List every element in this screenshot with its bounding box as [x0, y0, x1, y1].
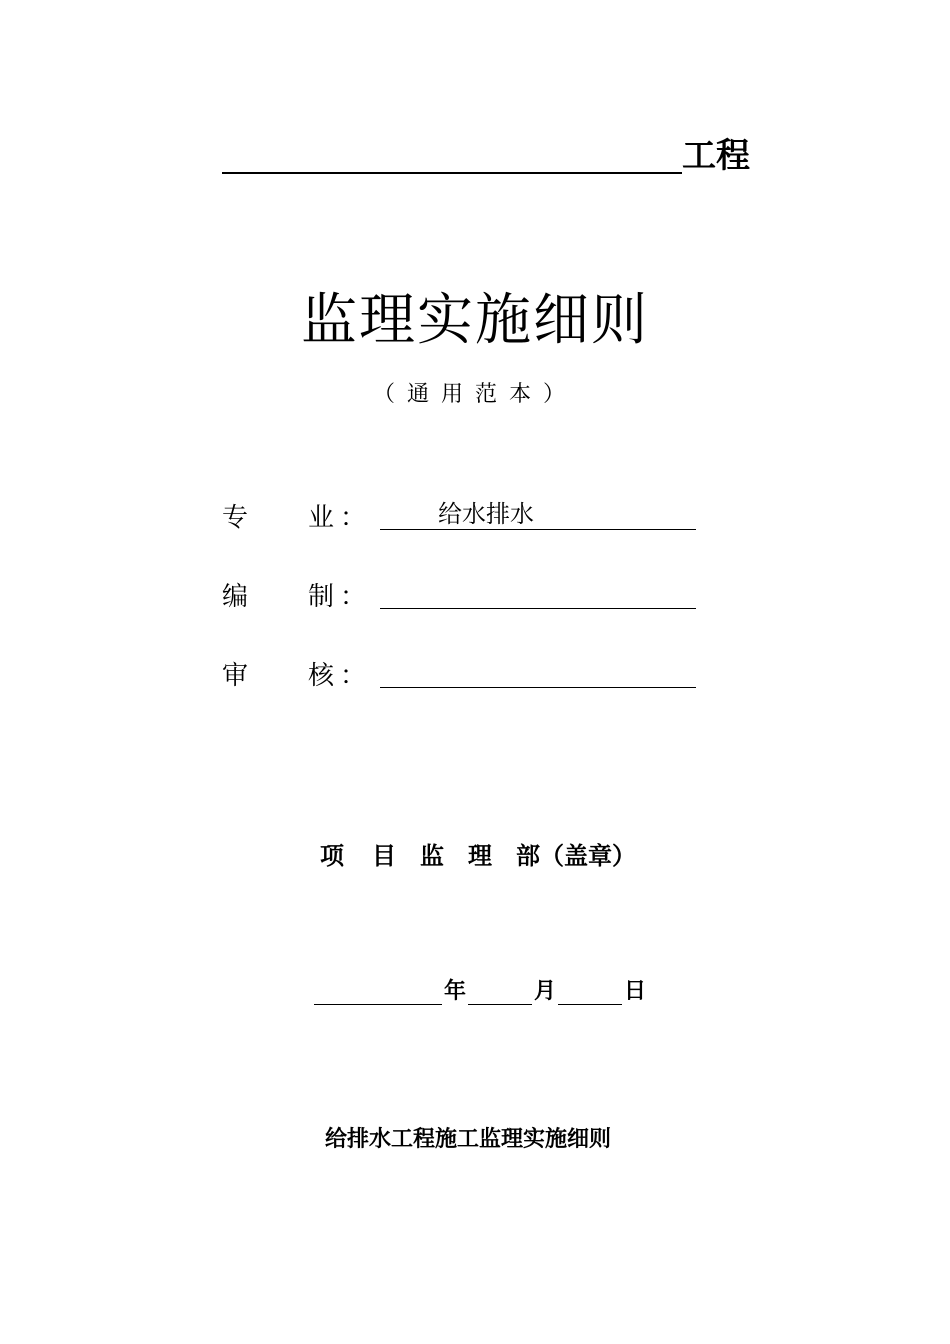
reviewer-row — [222, 656, 702, 696]
document-title: 监理实施细则 — [301, 288, 649, 353]
compiler-label-char-1: 编 — [222, 582, 249, 612]
specialty-row — [222, 498, 702, 538]
month-blank[interactable] — [468, 1004, 532, 1005]
compiler-colon: ： — [340, 582, 367, 612]
day-label: 日 — [624, 979, 647, 1004]
reviewer-underline — [380, 687, 696, 688]
specialty-underline — [380, 529, 696, 530]
department-char-3: 监 — [420, 842, 444, 870]
supervision-department — [320, 838, 636, 874]
reviewer-colon: ： — [340, 661, 367, 691]
compiler-row — [222, 577, 702, 617]
month-label: 月 — [534, 979, 557, 1004]
year-label: 年 — [444, 979, 467, 1004]
specialty-label-char-2: 业 — [308, 503, 335, 533]
section-heading: 给排水工程施工监理实施细则 — [324, 1127, 611, 1152]
project-suffix: 工程 — [682, 136, 750, 176]
specialty-value[interactable]: 给水排水 — [438, 500, 534, 528]
date-row — [314, 974, 654, 1010]
compiler-underline — [380, 608, 696, 609]
department-char-1: 项 — [320, 842, 344, 870]
document-subtitle: （通用范本） — [372, 382, 577, 407]
department-char-4: 理 — [468, 842, 492, 870]
specialty-label-char-1: 专 — [222, 503, 249, 533]
reviewer-label-char-2: 核 — [308, 661, 335, 691]
day-blank[interactable] — [558, 1004, 622, 1005]
department-char-2: 目 — [372, 842, 396, 870]
reviewer-label-char-1: 审 — [222, 661, 249, 691]
specialty-colon: ： — [340, 503, 367, 533]
project-name-line — [222, 172, 682, 174]
department-seal-text: 部（盖章） — [516, 842, 636, 870]
compiler-label-char-2: 制 — [308, 582, 335, 612]
year-blank[interactable] — [314, 1004, 442, 1005]
